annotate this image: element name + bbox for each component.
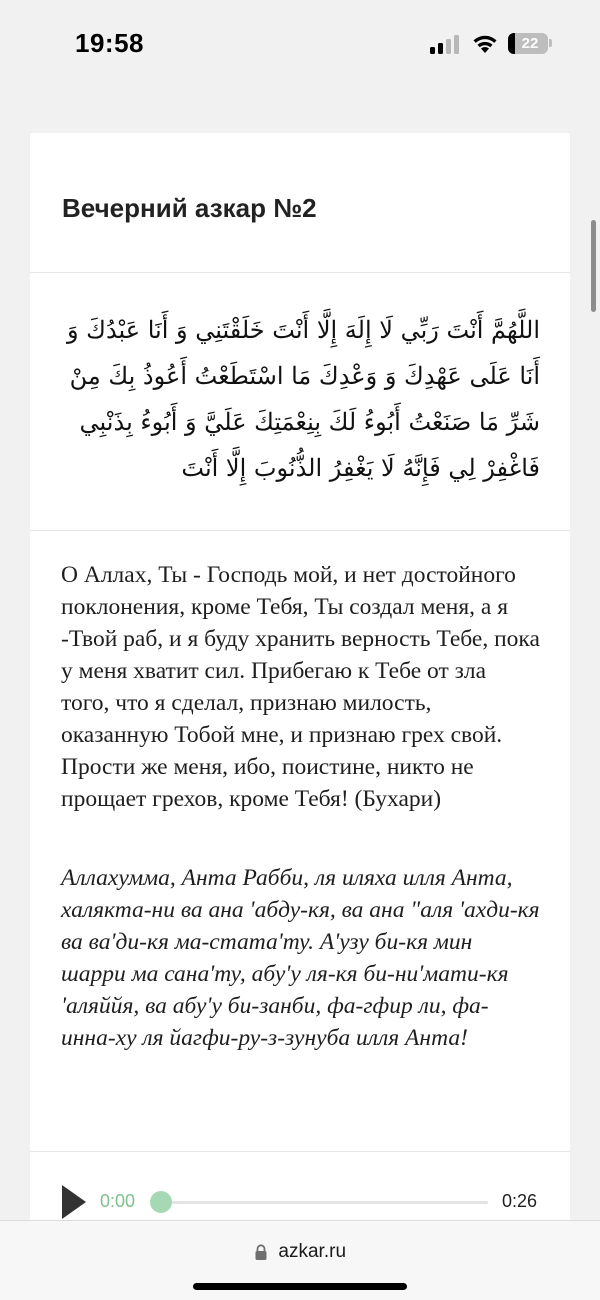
play-icon[interactable] xyxy=(60,1183,88,1221)
address-field[interactable] xyxy=(0,1241,600,1263)
audio-progress-track[interactable] xyxy=(155,1201,488,1204)
transliteration-text: Аллахумма, Анта Рабби, ля иляха илля Анта, халякта-ни ва ана 'абду-кя, ва ана "аля 'ахди-кя ва ва'ди-кя ма-стата'ту. А'узу би-кя мин шарри ма сана'ту, абу'у ля-кя би-ни'мати-кя 'аляййя, ва абу'у би-занби, фа-гфир ли, фа-инна-ху ля йагфи-ру-з-зунуба илля Анта! xyxy=(61,865,540,1051)
battery-level: 22 xyxy=(521,35,539,52)
card-header xyxy=(30,133,570,273)
status-time: 19:58 xyxy=(75,28,144,58)
url-text: azkar.ru xyxy=(278,1241,347,1262)
arabic-text: اللَّهُمَّ أَنْتَ رَبِّي لَا إِلَهَ إِلَّا أَنْتَ خَلَقْتَنِي وَ أَنَا عَبْدُكَ وَ أَنَا عَلَى عَهْدِكَ وَ وَعْدِكَ مَا اسْتَطَعْتُ أَعُوذُ بِكَ مِنْ شَرِّ مَا صَنَعْتُ أَبُوءُ لَكَ بِنِعْمَتِكَ عَلَيَّ وَ أَبُوءُ بِذَنْبِي فَاغْفِرْ لِي فَإِنَّهُ لَا يَغْفِرُ الذُّنُوبَ إِلَّا أَنْتَ xyxy=(66,316,540,482)
signal-bars-icon xyxy=(430,34,462,54)
battery-tip xyxy=(549,39,552,47)
divider xyxy=(30,1151,570,1152)
battery-icon xyxy=(508,33,548,54)
url-bar[interactable] xyxy=(0,1220,600,1300)
arabic-section xyxy=(30,273,570,531)
page-title: Вечерний азкар №2 xyxy=(62,193,317,223)
azkar-card xyxy=(30,133,570,1233)
home-indicator xyxy=(193,1283,407,1290)
translation-text: О Аллах, Ты - Господь мой, и нет достойного поклонения, кроме Тебя, Ты создал меня, а я -Твой раб, и я буду хранить верность Тебе, пока у меня хватит сил. Прибегаю к Тебе от зла того, что я сделал, признаю милость, оказанную Тобой мне, и признаю грех свой. Прости же меня, ибо, поистине, никто не прощает грехов, кроме Тебя! (Бухари) xyxy=(61,562,540,812)
scrollbar[interactable] xyxy=(591,220,596,312)
audio-player xyxy=(30,1181,570,1225)
audio-current-time: 0:00 xyxy=(100,1191,136,1211)
translation-section xyxy=(30,531,570,1054)
lock-icon xyxy=(254,1244,268,1261)
wifi-icon xyxy=(471,32,499,54)
status-bar xyxy=(0,0,600,90)
audio-total-time: 0:26 xyxy=(502,1191,538,1211)
audio-progress-thumb[interactable] xyxy=(150,1191,172,1213)
